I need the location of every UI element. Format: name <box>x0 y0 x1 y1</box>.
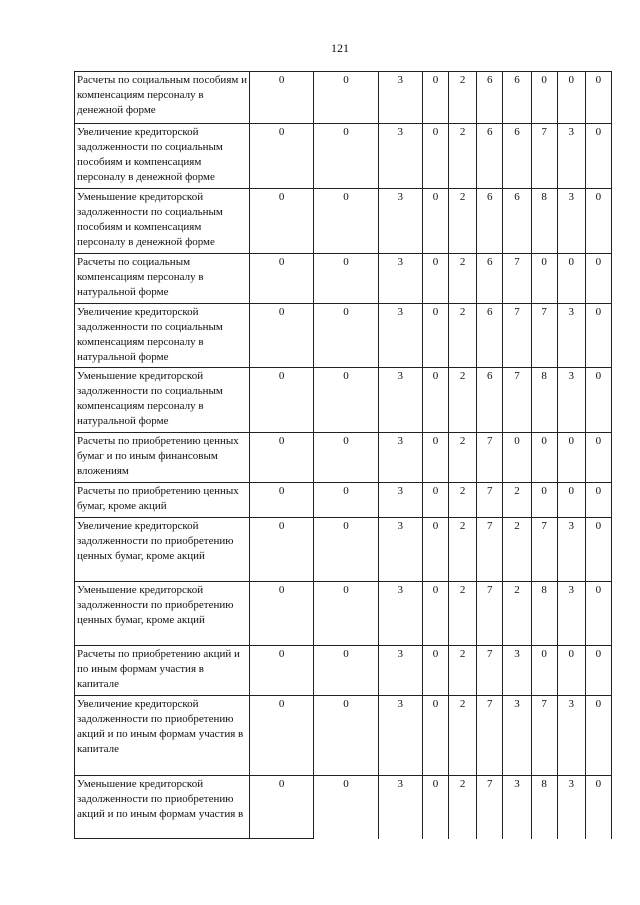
code-cell: 0 <box>585 483 611 518</box>
code-cell: 0 <box>314 646 378 696</box>
code-cell: 0 <box>531 646 557 696</box>
code-cell: 0 <box>422 72 448 124</box>
table-row <box>75 776 612 839</box>
code-cell: 0 <box>422 254 448 304</box>
table-row <box>75 368 612 433</box>
code-cell: 0 <box>585 189 611 254</box>
row-label: Расчеты по приобретению ценных бумаг, кроме акций <box>75 483 250 518</box>
code-cell: 2 <box>449 433 477 483</box>
code-cell: 0 <box>314 483 378 518</box>
code-cell: 0 <box>585 304 611 368</box>
code-cell: 2 <box>449 696 477 776</box>
code-cell: 0 <box>422 433 448 483</box>
code-cell: 0 <box>557 646 585 696</box>
code-cell: 3 <box>378 254 422 304</box>
code-cell: 3 <box>557 304 585 368</box>
code-cell: 6 <box>477 72 503 124</box>
code-cell: 0 <box>249 304 313 368</box>
code-cell: 0 <box>422 582 448 646</box>
code-cell: 6 <box>477 124 503 189</box>
code-cell: 3 <box>378 646 422 696</box>
code-cell: 6 <box>477 368 503 433</box>
code-cell: 7 <box>531 518 557 582</box>
row-label: Увеличение кредиторской задолженности по социальным компенсациям персоналу в натуральной форме <box>75 304 250 368</box>
row-label: Расчеты по социальным пособиям и компенсациям персоналу в денежной форме <box>75 72 250 124</box>
code-cell: 0 <box>314 72 378 124</box>
table-row <box>75 254 612 304</box>
code-cell: 0 <box>531 433 557 483</box>
code-cell: 0 <box>249 124 313 189</box>
code-cell: 6 <box>503 189 531 254</box>
row-label: Расчеты по приобретению акций и по иным формам участия в капитале <box>75 646 250 696</box>
code-cell: 0 <box>249 582 313 646</box>
code-cell: 8 <box>531 368 557 433</box>
code-cell: 2 <box>449 518 477 582</box>
code-cell: 0 <box>314 696 378 776</box>
code-cell: 3 <box>378 483 422 518</box>
code-cell: 3 <box>557 518 585 582</box>
table-row <box>75 72 612 124</box>
code-cell: 2 <box>449 776 477 839</box>
table-row <box>75 124 612 189</box>
code-cell: 3 <box>557 124 585 189</box>
code-cell: 0 <box>422 189 448 254</box>
code-cell: 2 <box>503 518 531 582</box>
row-label: Увеличение кредиторской задолженности по социальным пособиям и компенсациям персоналу в денежной форме <box>75 124 250 189</box>
code-cell: 0 <box>422 696 448 776</box>
code-cell: 0 <box>314 254 378 304</box>
row-label: Уменьшение кредиторской задолженности по социальным пособиям и компенсациям персоналу в денежной форме <box>75 189 250 254</box>
code-cell: 0 <box>422 483 448 518</box>
row-label: Расчеты по приобретению ценных бумаг и по иным финансовым вложениям <box>75 433 250 483</box>
code-cell: 6 <box>477 254 503 304</box>
code-cell: 0 <box>422 304 448 368</box>
code-cell: 2 <box>449 368 477 433</box>
code-cell: 7 <box>531 124 557 189</box>
table-row <box>75 646 612 696</box>
row-label: Расчеты по социальным компенсациям персоналу в натуральной форме <box>75 254 250 304</box>
code-cell: 3 <box>503 776 531 839</box>
code-cell: 0 <box>531 254 557 304</box>
code-cell: 0 <box>585 776 611 839</box>
row-label: Увеличение кредиторской задолженности по приобретению акций и по иным формам участия в капитале <box>75 696 250 776</box>
code-cell: 0 <box>249 368 313 433</box>
code-cell: 7 <box>503 368 531 433</box>
code-cell: 3 <box>557 189 585 254</box>
code-cell: 3 <box>378 433 422 483</box>
code-cell: 6 <box>503 72 531 124</box>
code-cell: 3 <box>557 696 585 776</box>
code-cell: 0 <box>585 72 611 124</box>
code-cell: 0 <box>314 776 378 839</box>
code-cell: 7 <box>503 254 531 304</box>
table-row <box>75 483 612 518</box>
code-cell: 0 <box>422 776 448 839</box>
code-cell: 0 <box>314 304 378 368</box>
code-cell: 0 <box>314 518 378 582</box>
code-cell: 3 <box>557 776 585 839</box>
code-cell: 0 <box>503 433 531 483</box>
code-cell: 0 <box>557 72 585 124</box>
code-cell: 0 <box>585 368 611 433</box>
code-cell: 7 <box>477 518 503 582</box>
code-cell: 2 <box>449 582 477 646</box>
code-cell: 2 <box>503 483 531 518</box>
code-cell: 0 <box>314 189 378 254</box>
code-cell: 6 <box>477 304 503 368</box>
code-cell: 6 <box>503 124 531 189</box>
row-label: Уменьшение кредиторской задолженности по приобретению акций и по иным формам участия в <box>75 776 250 839</box>
code-cell: 0 <box>585 582 611 646</box>
code-cell: 3 <box>378 189 422 254</box>
code-cell: 0 <box>585 433 611 483</box>
table-body <box>75 72 612 839</box>
page-number: 121 <box>331 41 349 55</box>
code-cell: 3 <box>378 696 422 776</box>
code-cell: 6 <box>477 189 503 254</box>
code-cell: 3 <box>378 72 422 124</box>
code-cell: 3 <box>378 368 422 433</box>
code-cell: 2 <box>449 483 477 518</box>
code-cell: 0 <box>531 72 557 124</box>
code-cell: 7 <box>477 646 503 696</box>
code-cell: 7 <box>477 696 503 776</box>
code-cell: 0 <box>557 254 585 304</box>
row-label: Уменьшение кредиторской задолженности по приобретению ценных бумаг, кроме акций <box>75 582 250 646</box>
code-cell: 0 <box>585 646 611 696</box>
code-cell: 0 <box>585 696 611 776</box>
table-row <box>75 582 612 646</box>
code-cell: 0 <box>249 696 313 776</box>
code-cell: 0 <box>314 433 378 483</box>
code-cell: 0 <box>585 124 611 189</box>
code-cell: 3 <box>503 696 531 776</box>
code-cell: 0 <box>249 646 313 696</box>
row-label: Увеличение кредиторской задолженности по приобретению ценных бумаг, кроме акций <box>75 518 250 582</box>
code-cell: 3 <box>557 582 585 646</box>
code-cell: 0 <box>314 368 378 433</box>
code-cell: 2 <box>449 72 477 124</box>
code-cell: 3 <box>378 776 422 839</box>
code-cell: 3 <box>378 518 422 582</box>
code-cell: 0 <box>249 189 313 254</box>
code-cell: 0 <box>249 254 313 304</box>
table-row <box>75 696 612 776</box>
code-cell: 0 <box>557 483 585 518</box>
code-cell: 0 <box>422 646 448 696</box>
code-cell: 0 <box>422 518 448 582</box>
code-cell: 0 <box>585 254 611 304</box>
code-cell: 3 <box>378 304 422 368</box>
code-cell: 0 <box>314 124 378 189</box>
code-cell: 3 <box>557 368 585 433</box>
code-cell: 2 <box>449 124 477 189</box>
code-cell: 0 <box>249 483 313 518</box>
code-cell: 0 <box>585 518 611 582</box>
code-cell: 0 <box>249 72 313 124</box>
row-label: Уменьшение кредиторской задолженности по социальным компенсациям персоналу в натуральной форме <box>75 368 250 433</box>
code-cell: 8 <box>531 776 557 839</box>
table-row <box>75 189 612 254</box>
code-cell: 7 <box>477 433 503 483</box>
code-cell: 2 <box>449 254 477 304</box>
code-cell: 7 <box>531 304 557 368</box>
code-cell: 7 <box>531 696 557 776</box>
code-cell: 0 <box>314 582 378 646</box>
code-cell: 0 <box>249 518 313 582</box>
table-row <box>75 304 612 368</box>
code-cell: 2 <box>449 189 477 254</box>
code-cell: 0 <box>249 776 313 839</box>
code-cell: 3 <box>378 582 422 646</box>
account-code-table <box>74 71 612 839</box>
code-cell: 0 <box>557 433 585 483</box>
code-cell: 7 <box>477 483 503 518</box>
code-cell: 0 <box>422 124 448 189</box>
table-row <box>75 518 612 582</box>
code-cell: 0 <box>249 433 313 483</box>
code-cell: 2 <box>449 304 477 368</box>
code-cell: 7 <box>477 582 503 646</box>
code-cell: 0 <box>531 483 557 518</box>
code-cell: 7 <box>477 776 503 839</box>
code-cell: 2 <box>449 646 477 696</box>
code-cell: 3 <box>378 124 422 189</box>
code-cell: 8 <box>531 189 557 254</box>
table-row <box>75 433 612 483</box>
code-cell: 2 <box>503 582 531 646</box>
code-cell: 0 <box>422 368 448 433</box>
code-cell: 3 <box>503 646 531 696</box>
code-cell: 8 <box>531 582 557 646</box>
code-cell: 7 <box>503 304 531 368</box>
